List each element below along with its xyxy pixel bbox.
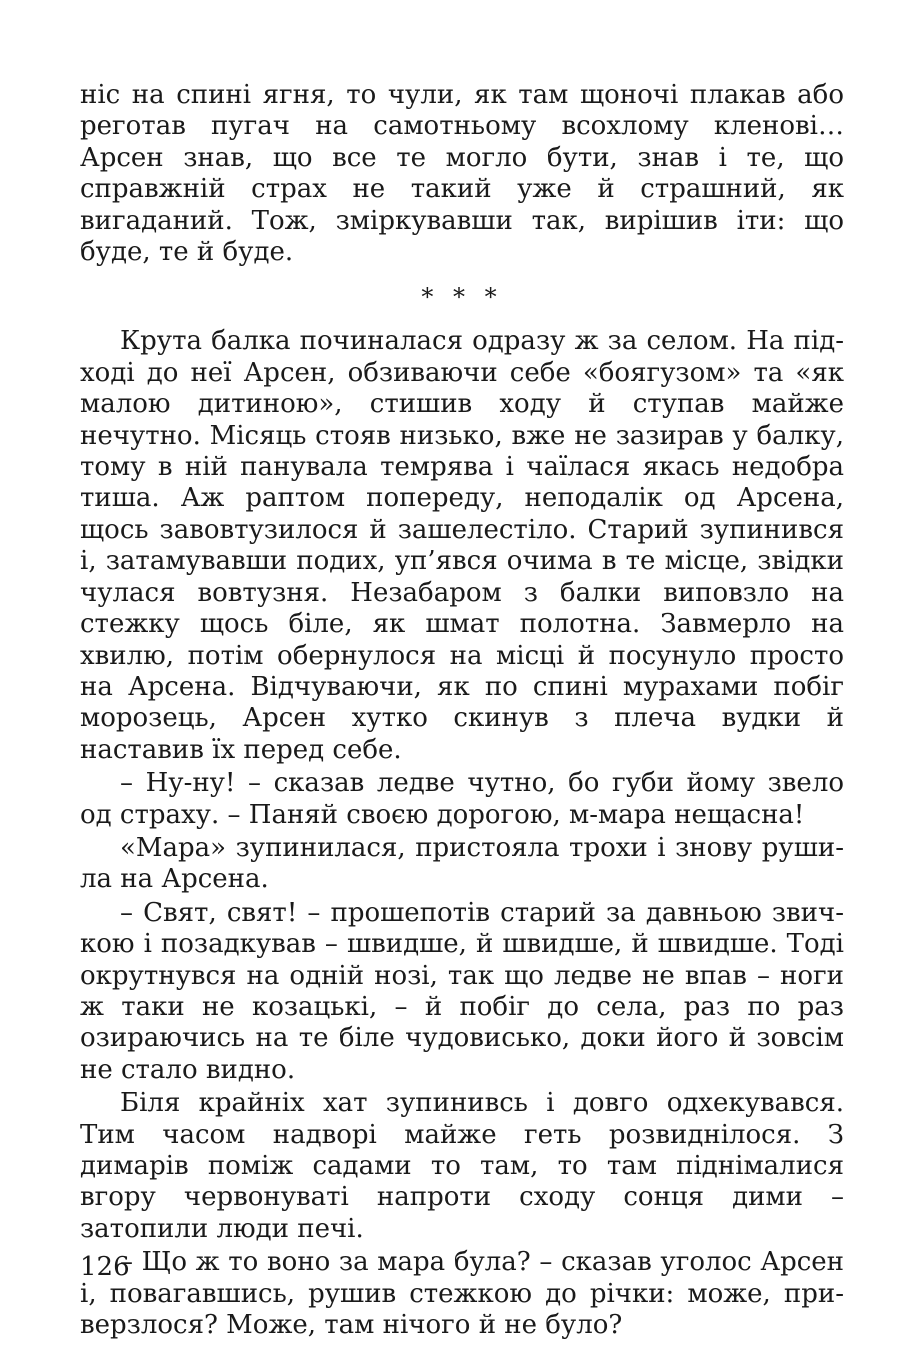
page-number: 126 [80,1252,130,1282]
paragraph-5: – Свят, свят! – прошепотів старий за давньою звичкою і позадкував – швидше, й швидше, й швидше. Тоді окрутнувся на одній нозі, так що ледве не впав – ноги ж таки не козацькі, – й побіг до села, раз по раз озираючись на те біле чудовисько, доки його й зовсім не стало видно. [80,897,844,1085]
paragraph-2: Крута балка починалася одразу ж за селом. На підході до неї Арсен, обзиваючи себе «боягузом» та «як малою дитиною», стишив ходу й ступав майже нечутно. Місяць стояв низько, вже не зазирав у балку, тому в ній панувала темрява і чаїлася якась недобра тиша. Аж раптом попереду, неподалік од Арсена, щось завовтузилося й зашелестіло. Старий зупинився і, затамувавши подих, уп’явся очима в те місце, звідки чулася вовтузня. Незабаром з балки виповзло на стежку щось біле, як шмат полотна. Завмерло на хвилю, потім обернулося на місці й посунуло просто на Арсена. Відчуваючи, як по спині мурахами побіг морозець, Арсен хутко скинув з плеча вудки й наставив їх перед себе. [80,326,844,765]
page-body [80,80,844,1341]
paragraph-7: – Що ж то воно за мара була? – сказав уголос Арсен і, повагавшись, рушив стежкою до річки: може, приверзлося? Може, там нічого й не було? [80,1247,844,1341]
paragraph-1: ніс на спині ягня, то чули, як там щоночі плакав або реготав пугач на самотньому всохлому кленові… Арсен знав, що все те могло бути, знав і те, що справжній страх не такий уже й страшний, як вигаданий. Тож, зміркувавши так, вирішив іти: що буде, те й буде. [80,80,844,268]
section-separator: * * * [421,283,503,312]
paragraph-3: – Ну-ну! – сказав ледве чутно, бо губи йому звело од страху. – Паняй своєю дорогою, м-мара нещасна! [80,768,844,830]
paragraph-6: Біля крайніх хат зупинивсь і довго одхекувався. Тим часом надворі майже геть розвиднілося. З димарів поміж садами то там, то там піднімалися вгору червонуваті напроти сходу сонця дими – затопили люди печі. [80,1088,844,1244]
paragraph-4: «Мара» зупинилася, пристояла трохи і знову рушила на Арсена. [80,832,844,895]
